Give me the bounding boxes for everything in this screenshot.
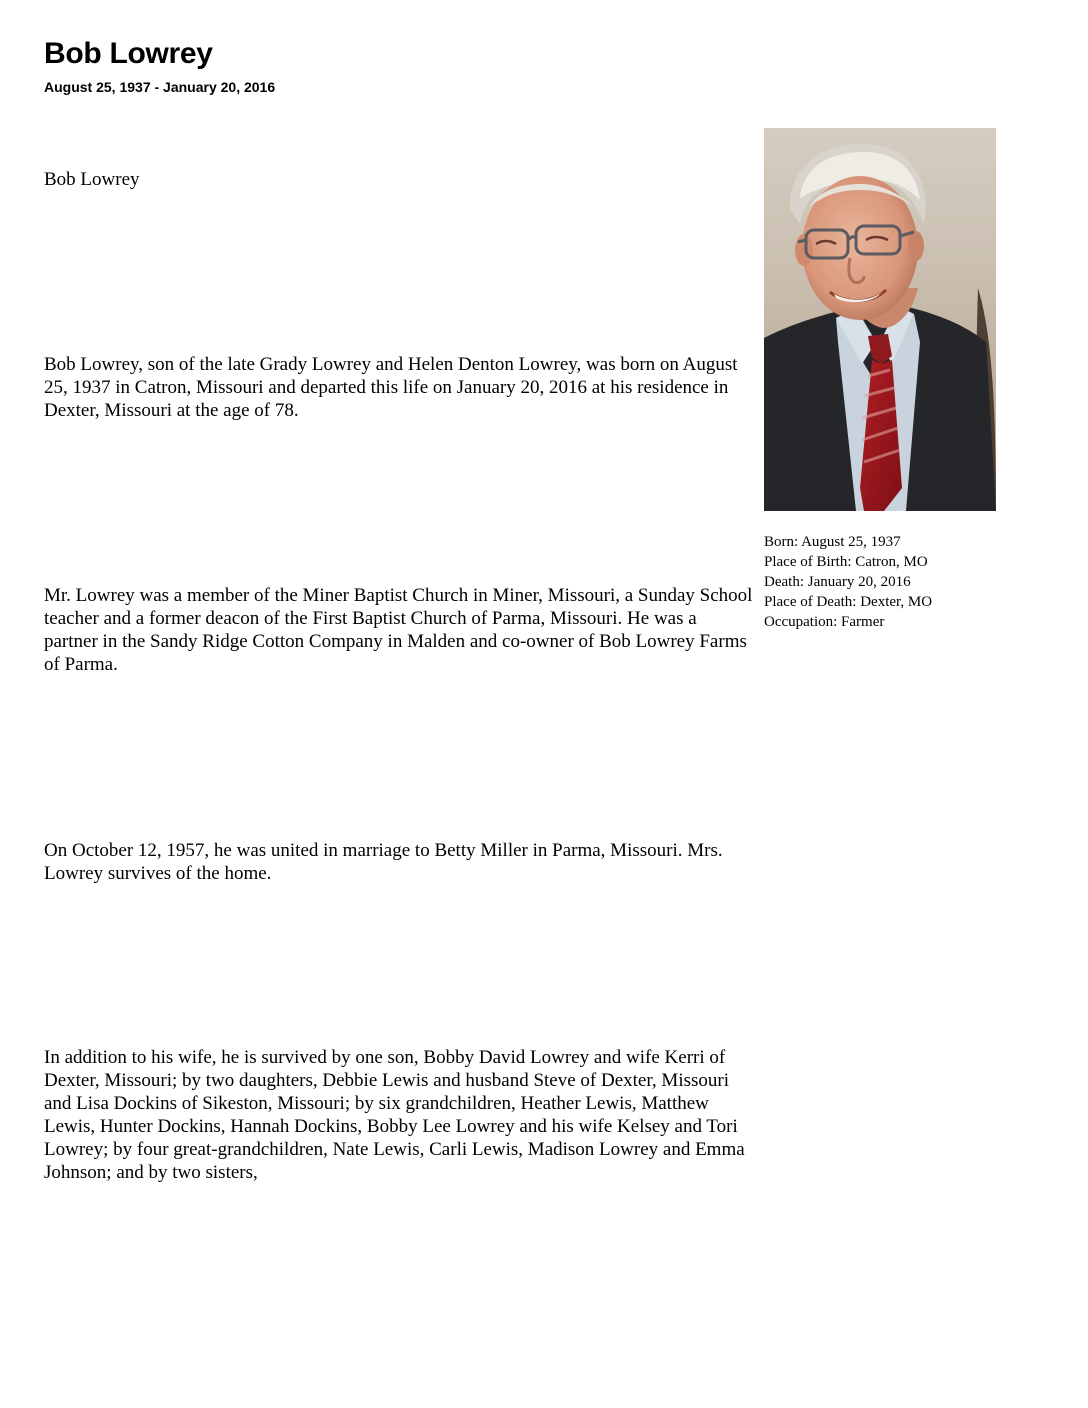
paragraph-church: Mr. Lowrey was a member of the Miner Baptist Church in Miner, Missouri, a Sunday School teacher and a former deacon of the First Baptist Church of Parma, Missouri. He was a partner in the Sandy Ridge Cotton Company in Malden and co-owner of Bob Lowrey Farms of Parma. [44, 585, 753, 675]
life-dates: August 25, 1937 - January 20, 2016 [44, 79, 276, 95]
page-title: Bob Lowrey [44, 37, 213, 70]
paragraph-marriage: On October 12, 1957, he was united in marriage to Betty Miller in Parma, Missouri. Mrs. Lowrey survives of the home. [44, 840, 723, 884]
paragraph-birth: Bob Lowrey, son of the late Grady Lowrey and Helen Denton Lowrey, was born on August 25, 1937 in Catron, Missouri and departed this life on January 20, 2016 at his residence in Dexter, Missouri at the age of 78. [44, 354, 738, 421]
vital-facts [764, 532, 1064, 632]
fact-place-of-death: Place of Death: Dexter, MO [764, 594, 933, 610]
fact-born: Born: August 25, 1937 [764, 534, 901, 550]
paragraph-survivors: In addition to his wife, he is survived by one son, Bobby David Lowrey and wife Kerri of Dexter, Missouri; by two daughters, Debbie Lewis and husband Steve of Dexter, Missouri and Lisa Dockins of Sikeston, Missouri; by six grandchildren, Heather Lewis, Matthew Lewis, Hunter Dockins, Hannah Dockins, Bobby Lee Lowrey and his wife Kelsey and Tori Lowrey; by four great-grandchildren, Nate Lewis, Carli Lewis, Madison Lowrey and Emma Johnson; and by two sisters, [44, 1047, 745, 1183]
paragraph-name: Bob Lowrey [44, 169, 140, 190]
portrait-photo [764, 128, 996, 511]
fact-death: Death: January 20, 2016 [764, 574, 911, 590]
fact-occupation: Occupation: Farmer [764, 614, 885, 630]
fact-place-of-birth: Place of Birth: Catron, MO [764, 554, 928, 570]
